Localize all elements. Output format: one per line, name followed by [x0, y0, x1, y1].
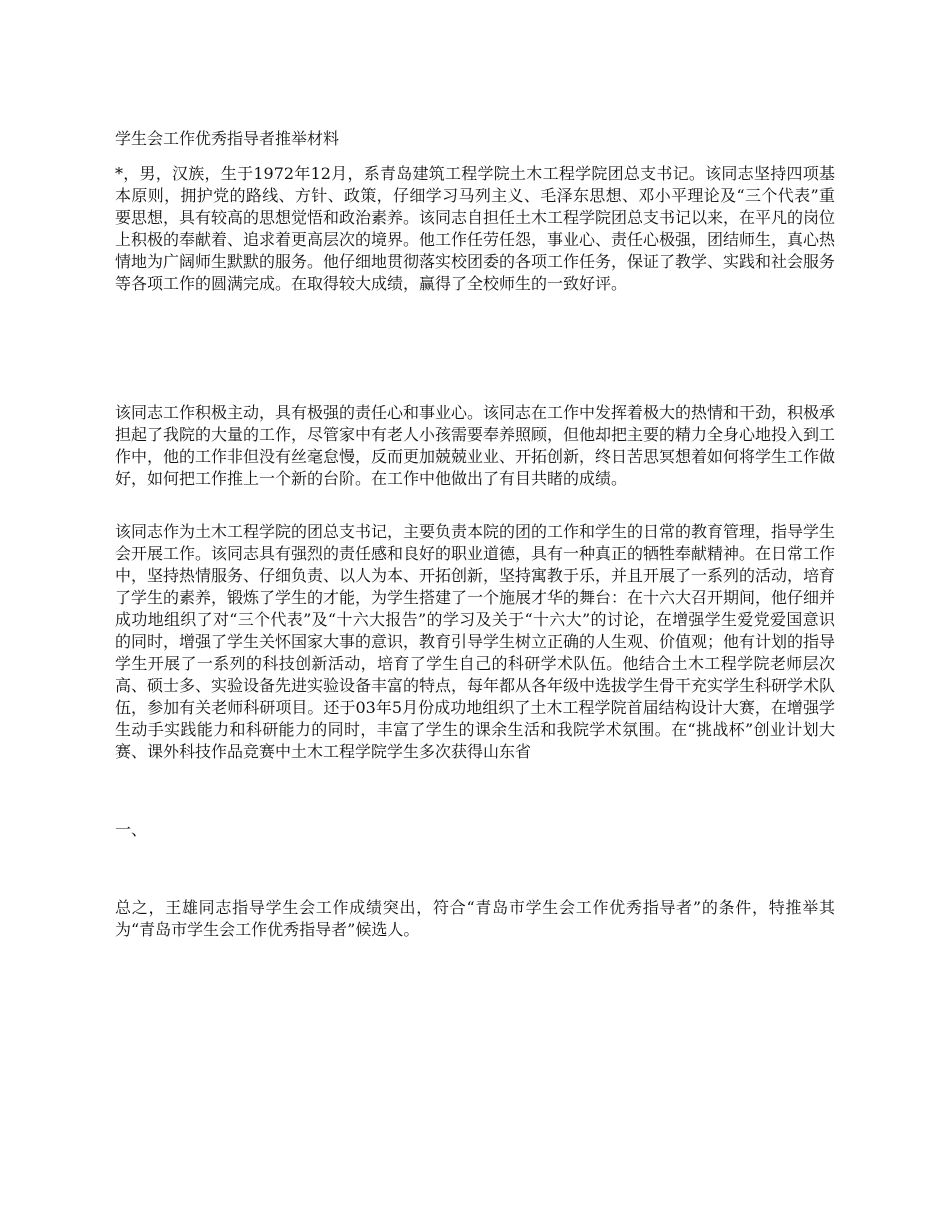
paragraph-work-attitude: 该同志工作积极主动，具有极强的责任心和事业心。该同志在工作中发挥着极大的热情和干劲，积极承担起了我院的大量的工作，尽管家中有老人小孩需要奉养照顾，但他却把主要的精力全身心地投入到工作中，他的工作非但没有丝毫怠慢，反而更加兢兢业业、开拓创新，终日苦思冥想着如何将学生工作做好，如何把工作推上一个新的台阶。在工作中他做出了有目共睹的成绩。	[115, 403, 836, 488]
document-title: 学生会工作优秀指导者推举材料	[115, 129, 340, 148]
paragraph-introduction: *，男，汉族，生于1972年12月，系青岛建筑工程学院土木工程学院团总支书记。该同志坚持四项基本原则，拥护党的路线、方针、政策，仔细学习马列主义、毛泽东思想、邓小平理论及“三个代表”重要思想，具有较高的思想觉悟和政治素养。该同志自担任土木工程学院团总支书记以来，在平凡的岗位上积极的奉献着、追求着更高层次的境界。他工作任劳任怨，事业心、责任心极强，团结师生，真心热情地为广阔师生默默的服务。他仔细地贯彻落实校团委的各项工作任务，保证了教学、实践和社会服务等各项工作的圆满完成。在取得较大成绩，赢得了全校师生的一致好评。	[115, 164, 836, 293]
paragraph-responsibilities: 该同志作为土木工程学院的团总支书记，主要负责本院的团的工作和学生的日常的教育管理，指导学生会开展工作。该同志具有强烈的责任感和良好的职业道德，具有一种真正的牺牲奉献精神。在日常工作中，坚持热情服务、仔细负责、以人为本、开拓创新，坚持寓教于乐，并且开展了一系列的活动，培育了学生的素养，锻炼了学生的才能，为学生搭建了一个施展才华的舞台：在十六大召开期间，他仔细并成功地组织了对“三个代表”及“十六大报告”的学习及关于“十六大”的讨论，在增强学生爱党爱国意识的同时，增强了学生关怀国家大事的意识，教育引导学生树立正确的人生观、价值观；他有计划的指导学生开展了一系列的科技创新活动，培育了学生自己的科研学术队伍。他结合土木工程学院老师层次高、硕士多、实验设备先进实验设备丰富的特点，每年都从各年级中选拔学生骨干充实学生科研学术队伍，参加有关老师科研项目。还于03年5月份成功地组织了土木工程学院首届结构设计大赛，在增强学生动手实践能力和科研能力的同时，丰富了学生的课余生活和我院学术氛围。在“挑战杯”创业计划大赛、课外科技作品竞赛中土木工程学院学生多次获得山东省	[115, 522, 836, 761]
paragraph-conclusion: 总之，王雄同志指导学生会工作成绩突出，符合“青岛市学生会工作优秀指导者”的条件，特推举其为“青岛市学生会工作优秀指导者”候选人。	[115, 898, 835, 939]
paragraph-list-marker: 一、	[115, 820, 148, 839]
